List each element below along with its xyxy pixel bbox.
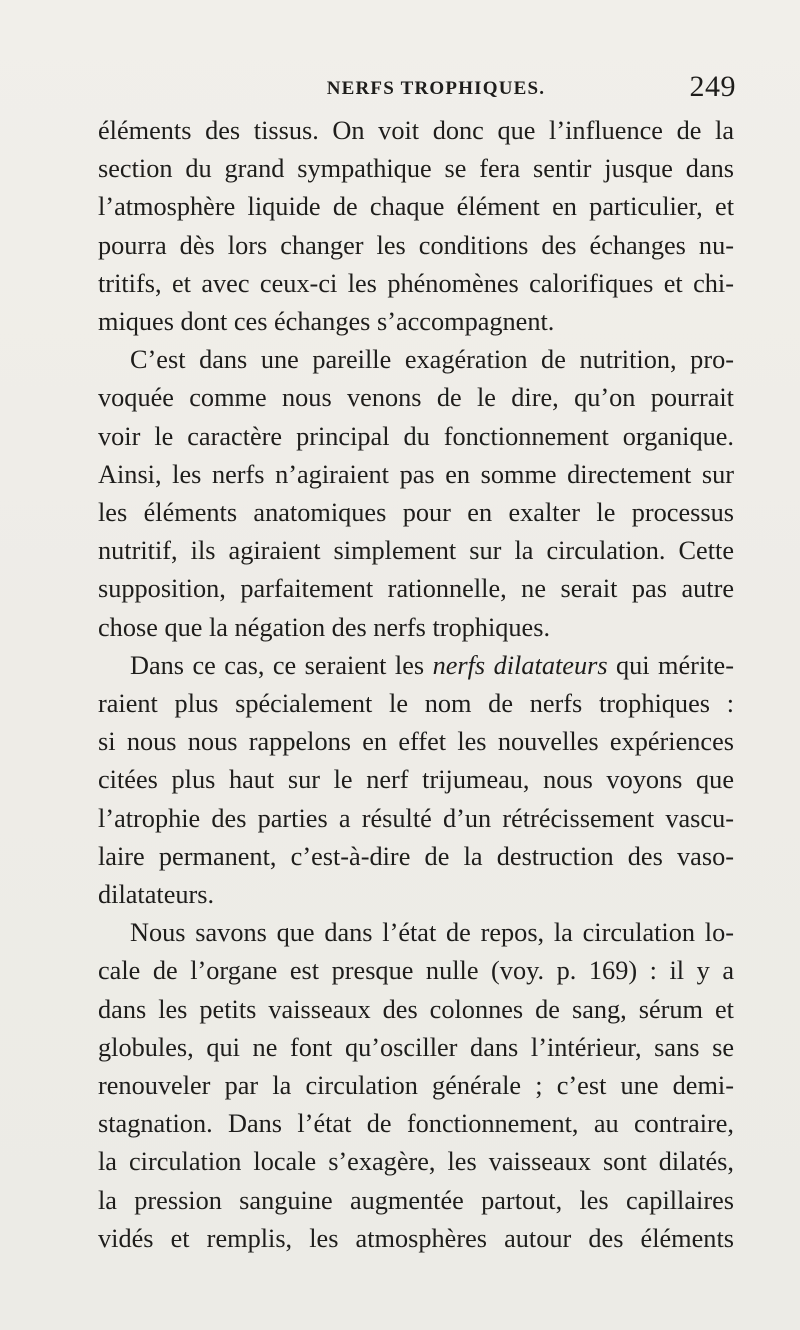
running-head: NERFS TROPHIQUES. [326, 78, 546, 99]
text-line: globules, qui ne font qu’osciller dans l’intérieur, sans se [98, 1032, 734, 1062]
paragraph-1 [98, 112, 734, 341]
body-text [98, 112, 734, 1258]
text-line: citées plus haut sur le nerf trijumeau, nous voyons que [98, 765, 734, 795]
text-line: voir le caractère principal du fonctionnement organique. [98, 421, 734, 451]
text-run: qui mérite- [607, 650, 734, 680]
text-line: voquée comme nous venons de le dire, qu’on pourrait [98, 383, 734, 413]
text-line: section du grand sympathique se fera sentir jusque dans [98, 154, 734, 184]
text-line: l’atmosphère liquide de chaque élément en particulier, et [98, 192, 734, 222]
text-line: miques dont ces échanges s’accompagnent. [98, 307, 555, 337]
text-line: dilatateurs. [98, 880, 215, 910]
text-line: les éléments anatomiques pour en exalter le processus [98, 498, 734, 528]
text-line: stagnation. Dans l’état de fonctionnement, au contraire, [98, 1109, 734, 1139]
text-line: dans les petits vaisseaux des colonnes de sang, sérum et [98, 994, 734, 1024]
text-line: éléments des tissus. On voit donc que l’influence de la [98, 116, 734, 145]
text-line: tritifs, et avec ceux-ci les phénomènes calorifiques et chi- [98, 268, 734, 298]
text-line: l’atrophie des parties a résulté d’un rétrécissement vascu- [98, 803, 734, 833]
page-header [96, 70, 736, 114]
text-line: si nous nous rappelons en effet les nouvelles expériences [98, 727, 734, 757]
text-line: pourra dès lors changer les conditions des échanges nu- [98, 230, 734, 260]
text-line: laire permanent, c’est-à-dire de la destruction des vaso- [98, 841, 734, 871]
page-number: 249 [689, 70, 736, 103]
text-line [98, 647, 734, 685]
text-line: Nous savons que dans l’état de repos, la circulation lo- [130, 918, 734, 948]
text-line: C’est dans une pareille exagération de nutrition, pro- [130, 345, 734, 375]
text-line: nutritif, ils agiraient simplement sur la circulation. Cette [98, 536, 734, 566]
paragraph-2 [98, 341, 734, 647]
text-run: Dans ce cas, ce seraient les [130, 650, 433, 680]
text-line: chose que la négation des nerfs trophiques. [98, 612, 551, 642]
text-line: Ainsi, les nerfs n’agiraient pas en somme directement sur [98, 459, 734, 489]
text-line: supposition, parfaitement rationnelle, ne serait pas autre [98, 574, 734, 604]
paragraph-4 [98, 914, 734, 1258]
italic-term: nerfs dilatateurs [432, 650, 608, 680]
paragraph-3 [98, 647, 734, 914]
text-line: vidés et remplis, les atmosphères autour des éléments [98, 1223, 734, 1253]
text-line: raient plus spécialement le nom de nerfs trophiques : [98, 689, 734, 719]
text-line: la pression sanguine augmentée partout, les capillaires [98, 1185, 734, 1215]
text-line: cale de l’organe est presque nulle (voy. p. 169) : il y a [98, 956, 734, 986]
text-line: renouveler par la circulation générale ; c’est une demi- [98, 1071, 734, 1101]
text-line: la circulation locale s’exagère, les vaisseaux sont dilatés, [98, 1147, 734, 1177]
